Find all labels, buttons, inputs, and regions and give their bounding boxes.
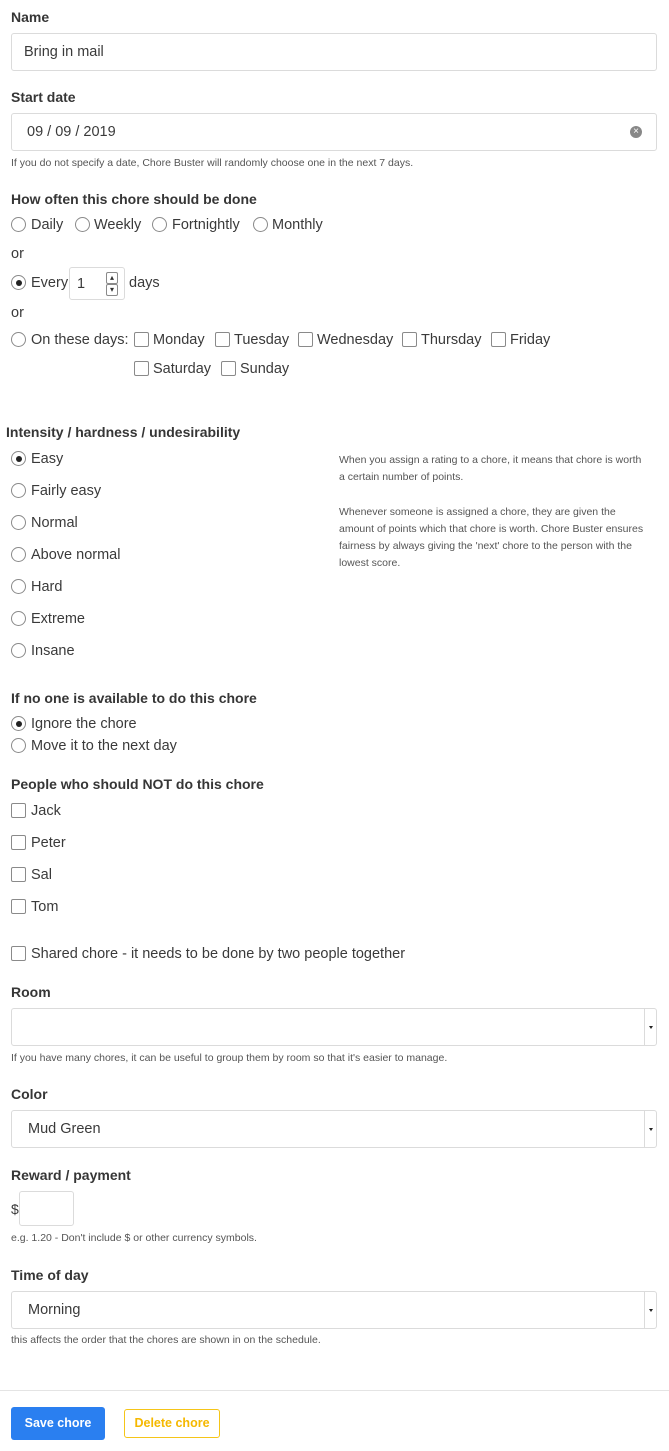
person-sal-checkbox[interactable] — [11, 867, 26, 882]
day-friday-checkbox[interactable] — [491, 332, 506, 347]
or-text-1: or — [11, 246, 24, 262]
unavailable-ignore-label: Ignore the chore — [31, 716, 137, 732]
day-sunday-label: Sunday — [240, 361, 290, 377]
name-value: Bring in mail — [24, 44, 104, 60]
or-text-2: or — [11, 305, 24, 321]
intensity-normal-radio[interactable] — [11, 515, 26, 530]
clear-date-icon[interactable]: × — [630, 126, 642, 138]
person-peter-checkbox[interactable] — [11, 835, 26, 850]
frequency-fortnightly-label: Fortnightly — [172, 217, 240, 233]
start-date-input[interactable] — [11, 113, 657, 151]
intensity-easy-radio[interactable] — [11, 451, 26, 466]
color-dropdown-arrow-icon[interactable] — [644, 1111, 656, 1147]
time-of-day-dropdown-arrow-icon[interactable] — [644, 1292, 656, 1328]
reward-help: e.g. 1.20 - Don't include $ or other currency symbols. — [11, 1232, 257, 1244]
frequency-fortnightly-radio[interactable] — [152, 217, 167, 232]
day-tuesday-checkbox[interactable] — [215, 332, 230, 347]
every-number-value: 1 — [77, 276, 86, 292]
time-of-day-select[interactable] — [11, 1291, 657, 1329]
currency-symbol: $ — [11, 1201, 19, 1217]
reward-label: Reward / payment — [11, 1167, 131, 1183]
frequency-daily-radio[interactable] — [11, 217, 26, 232]
intensity-easy-label: Easy — [31, 451, 64, 467]
day-thursday-checkbox[interactable] — [402, 332, 417, 347]
shared-chore-label: Shared chore - it needs to be done by two people together — [31, 946, 406, 962]
day-monday-checkbox[interactable] — [134, 332, 149, 347]
color-select[interactable] — [11, 1110, 657, 1148]
frequency-on-days-label: On these days: — [31, 332, 129, 348]
day-tuesday-label: Tuesday — [234, 332, 290, 348]
frequency-weekly-label: Weekly — [94, 217, 142, 233]
time-of-day-help: this affects the order that the chores are shown in on the schedule. — [11, 1334, 321, 1346]
frequency-every-radio[interactable] — [11, 275, 26, 290]
intensity-fairly-easy-label: Fairly easy — [31, 483, 102, 499]
stepper-up-icon[interactable]: ▴ — [106, 272, 118, 284]
day-wednesday-checkbox[interactable] — [298, 332, 313, 347]
exclude-label: People who should NOT do this chore — [11, 776, 264, 792]
day-saturday-checkbox[interactable] — [134, 361, 149, 376]
intensity-extreme-label: Extreme — [31, 611, 85, 627]
start-date-value: 09 / 09 / 2019 — [27, 124, 116, 140]
unavailable-ignore-radio[interactable] — [11, 716, 26, 731]
reward-input[interactable] — [19, 1191, 74, 1226]
intensity-label: Intensity / hardness / undesirability — [6, 424, 241, 440]
room-help: If you have many chores, it can be useful to group them by room so that it's easier to manage. — [11, 1052, 448, 1064]
frequency-daily-label: Daily — [31, 217, 64, 233]
intensity-hard-label: Hard — [31, 579, 63, 595]
person-tom-checkbox[interactable] — [11, 899, 26, 914]
room-dropdown-arrow-icon[interactable] — [644, 1009, 656, 1045]
save-chore-button[interactable]: Save chore — [11, 1407, 105, 1440]
name-label: Name — [11, 9, 50, 25]
day-sunday-checkbox[interactable] — [221, 361, 236, 376]
intensity-normal-label: Normal — [31, 515, 78, 531]
time-of-day-label: Time of day — [11, 1267, 89, 1283]
intensity-info-1: When you assign a rating to a chore, it means that chore is worth a certain number of points. — [339, 454, 642, 483]
unavailable-label: If no one is available to do this chore — [11, 690, 257, 706]
intensity-extreme-radio[interactable] — [11, 611, 26, 626]
start-date-help: If you do not specify a date, Chore Buster will randomly choose one in the next 7 days. — [11, 157, 414, 169]
intensity-above-normal-radio[interactable] — [11, 547, 26, 562]
intensity-insane-radio[interactable] — [11, 643, 26, 658]
frequency-on-days-radio[interactable] — [11, 332, 26, 347]
name-input[interactable] — [11, 33, 657, 71]
color-value: Mud Green — [28, 1121, 101, 1137]
intensity-fairly-easy-radio[interactable] — [11, 483, 26, 498]
stepper-down-icon[interactable]: ▾ — [106, 284, 118, 296]
time-of-day-value: Morning — [28, 1302, 81, 1318]
footer-divider — [0, 1390, 669, 1391]
intensity-hard-radio[interactable] — [11, 579, 26, 594]
frequency-every-label: Every — [31, 275, 69, 291]
start-date-label: Start date — [11, 89, 76, 105]
intensity-insane-label: Insane — [31, 643, 75, 659]
day-saturday-label: Saturday — [153, 361, 212, 377]
frequency-monthly-label: Monthly — [272, 217, 323, 233]
day-thursday-label: Thursday — [421, 332, 482, 348]
room-label: Room — [11, 984, 51, 1000]
person-sal-label: Sal — [31, 867, 52, 883]
frequency-weekly-radio[interactable] — [75, 217, 90, 232]
day-monday-label: Monday — [153, 332, 205, 348]
shared-chore-checkbox[interactable] — [11, 946, 26, 961]
frequency-label: How often this chore should be done — [11, 191, 257, 207]
person-jack-checkbox[interactable] — [11, 803, 26, 818]
room-select[interactable] — [11, 1008, 657, 1046]
person-peter-label: Peter — [31, 835, 66, 851]
every-unit-label: days — [129, 275, 160, 291]
day-wednesday-label: Wednesday — [317, 332, 394, 348]
day-friday-label: Friday — [510, 332, 551, 348]
frequency-monthly-radio[interactable] — [253, 217, 268, 232]
unavailable-move-label: Move it to the next day — [31, 738, 177, 754]
every-number-input[interactable] — [69, 267, 125, 300]
person-tom-label: Tom — [31, 899, 59, 915]
person-jack-label: Jack — [31, 803, 61, 819]
unavailable-move-radio[interactable] — [11, 738, 26, 753]
delete-chore-button[interactable]: Delete chore — [124, 1409, 220, 1438]
color-label: Color — [11, 1086, 48, 1102]
intensity-info-2: Whenever someone is assigned a chore, they are given the amount of points which that chore is worth. Chore Buster ensures fairness by always giving the 'next' chore to the person with the lowest score. — [339, 506, 644, 569]
intensity-above-normal-label: Above normal — [31, 547, 121, 563]
